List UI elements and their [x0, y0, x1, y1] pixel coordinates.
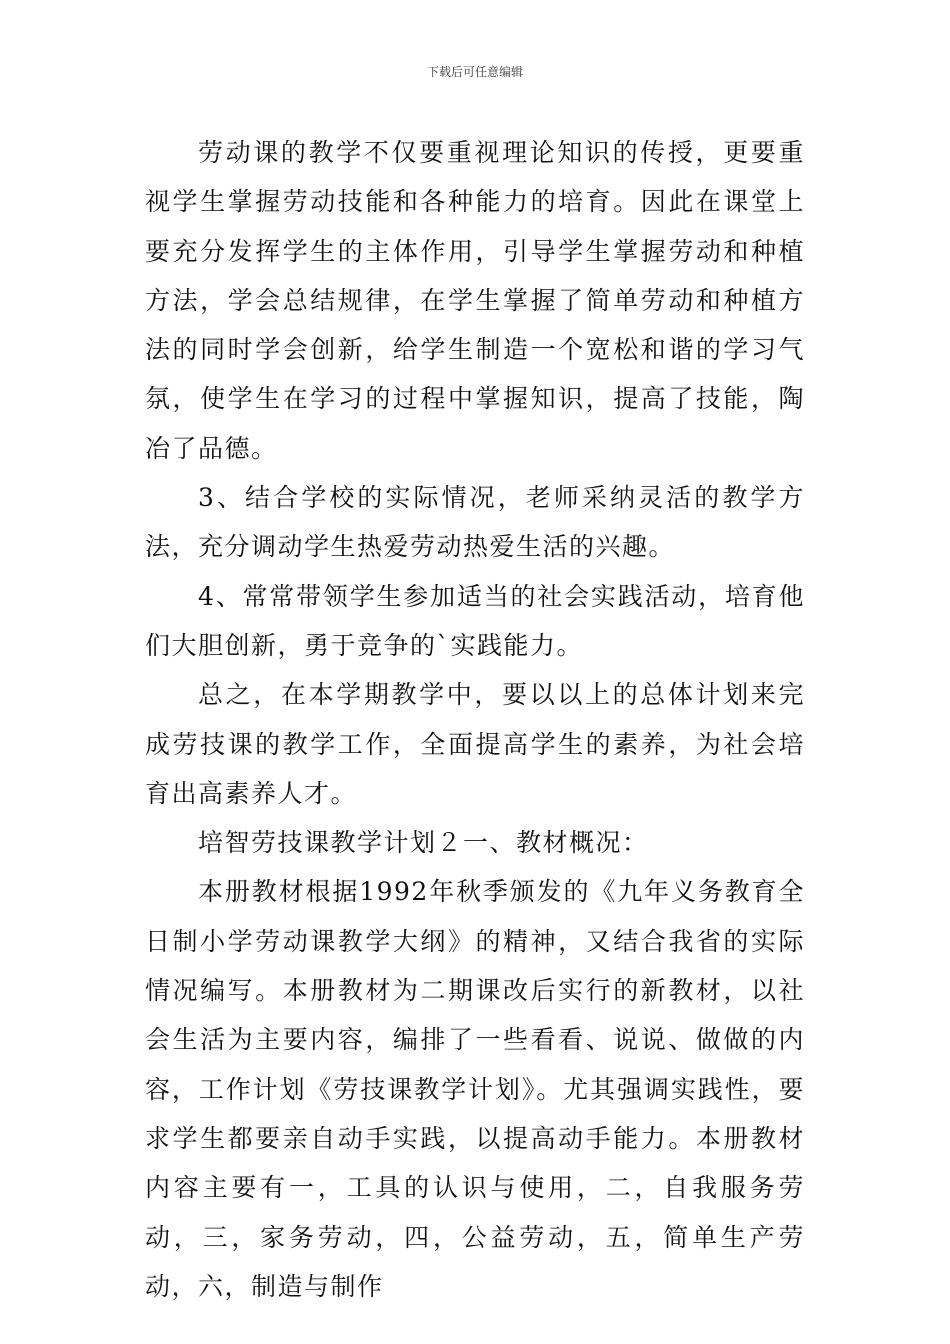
- paragraph-summary: 总之，在本学期教学中，要以以上的总体计划来完成劳技课的教学工作，全面提高学生的素养，为社会培育出高素养人才。: [145, 680, 805, 808]
- page-header-note: 下载后可任意编辑: [426, 65, 523, 79]
- paragraph-teaching-emphasis: 劳动课的教学不仅要重视理论知识的传授，更要重视学生掌握劳动技能和各种能力的培育。因此在课堂上要充分发挥学生的主体作用，引导学生掌握劳动和种植方法，学会总结规律，在学生掌握了简单劳动和种植方法的同时学会创新，给学生制造一个宽松和谐的学习气氛，使学生在学习的过程中掌握知识，提高了技能，陶冶了品德。: [145, 138, 805, 463]
- paragraph-item-4: 4、常常带领学生参加适当的社会实践活动，培育他们大胆创新，勇于竞争的`实践能力。: [145, 581, 805, 660]
- document-body: [145, 128, 805, 1311]
- paragraph-item-3: 3、结合学校的实际情况，老师采纳灵活的教学方法，充分调动学生热爱劳动热爱生活的兴趣。: [145, 483, 805, 562]
- paragraph-textbook-overview: 本册教材根据1992年秋季颁发的《九年义务教育全日制小学劳动课教学大纲》的精神，又结合我省的实际情况编写。本册教材为二期课改后实行的新教材，以社会生活为主要内容，编排了一些看看、说说、做做的内容，工作计划《劳技课教学计划》。尤其强调实践性，要求学生都要亲自动手实践，以提高动手能力。本册教材内容主要有一，工具的认识与使用，二，自我服务劳动，三，家务劳动，四，公益劳动，五，简单生产劳动，六，制造与制作: [145, 877, 805, 1301]
- section-heading: 培智劳技课教学计划２一、教材概况：: [198, 828, 649, 858]
